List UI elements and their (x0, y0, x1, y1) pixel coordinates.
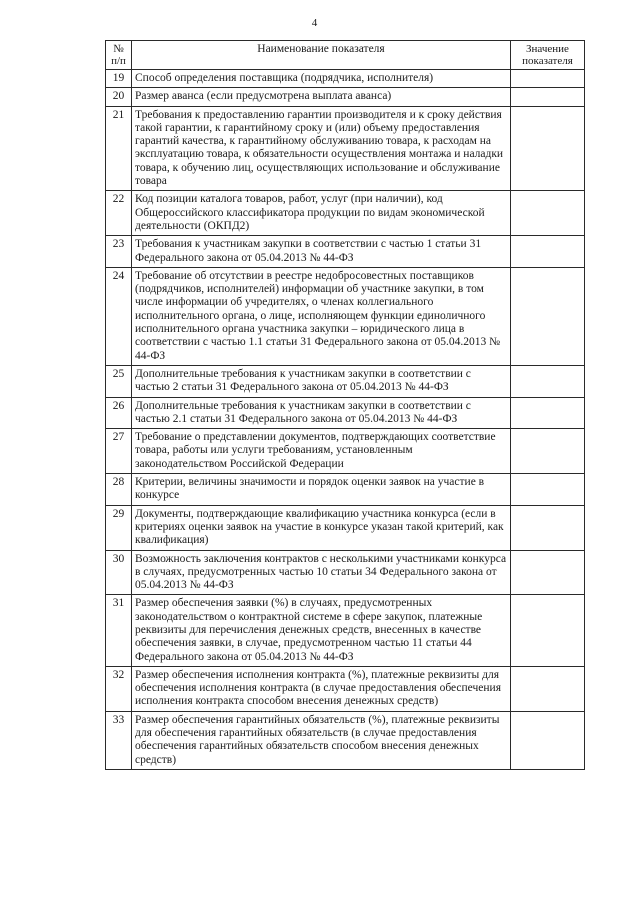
row-number: 32 (106, 666, 132, 711)
table-row (106, 474, 585, 506)
row-number: 24 (106, 267, 132, 365)
table-row (106, 236, 585, 268)
row-number: 31 (106, 595, 132, 666)
row-number: 33 (106, 711, 132, 769)
row-indicator-value (511, 666, 585, 711)
row-indicator-name: Документы, подтверждающие квалификацию участника конкурса (если в критериях оценки заявок на участие в конкурсе указан такой критерий, как квалификация) (132, 505, 511, 550)
table-row (106, 711, 585, 769)
row-indicator-name: Размер обеспечения исполнения контракта (%), платежные реквизиты для обеспечения исполнения контракта (в случае предоставления обеспечения исполнения контракта способом внесения денежных средств) (132, 666, 511, 711)
row-indicator-value (511, 595, 585, 666)
row-indicator-name: Дополнительные требования к участникам закупки в соответствии с частью 2.1 статьи 31 Федерального закона от 05.04.2013 № 44-ФЗ (132, 397, 511, 429)
row-indicator-value (511, 429, 585, 474)
row-number: 21 (106, 106, 132, 191)
row-indicator-name: Размер обеспечения гарантийных обязательств (%), платежные реквизиты для обеспечения гарантийных обязательств (в случае предоставления обеспечения гарантийных обязательств способом внесения денежных средств) (132, 711, 511, 769)
table-row (106, 550, 585, 595)
row-indicator-name: Размер аванса (если предусмотрена выплата аванса) (132, 88, 511, 106)
row-indicator-value (511, 106, 585, 191)
table-row (106, 267, 585, 365)
row-indicator-name: Требование о представлении документов, подтверждающих соответствие товара, работы или услуги требованиям, установленным законодательством Российской Федерации (132, 429, 511, 474)
row-number: 25 (106, 365, 132, 397)
row-indicator-value (511, 365, 585, 397)
row-indicator-name: Способ определения поставщика (подрядчика, исполнителя) (132, 70, 511, 88)
table-row (106, 505, 585, 550)
page-number: 4 (311, 17, 318, 29)
row-number: 30 (106, 550, 132, 595)
row-number: 19 (106, 70, 132, 88)
row-indicator-name: Требование об отсутствии в реестре недобросовестных поставщиков (подрядчиков, исполнителей) информации об участнике закупки, в том числе информации об учредителях, о членах коллегиального исполнительного органа, о лице, исполняющем функции единоличного исполнительного органа участника закупки – юридического лица в соответствии с частью 1.1 статьи 31 Федерального закона от 05.04.2013 № 44-ФЗ (132, 267, 511, 365)
table-body (106, 70, 585, 770)
row-indicator-value (511, 267, 585, 365)
row-indicator-value (511, 550, 585, 595)
header-indicator-name: Наименование показателя (132, 41, 511, 70)
table-header-row (106, 41, 585, 70)
row-indicator-name: Код позиции каталога товаров, работ, услуг (при наличии), код Общероссийского классификатора продукции по видам экономической деятельности (ОКПД2) (132, 191, 511, 236)
row-indicator-name: Размер обеспечения заявки (%) в случаях, предусмотренных законодательством о контрактной системе в сфере закупок, платежные реквизиты для перечисления денежных средств, внесенных в качестве обеспечения заявки, в случае, предусмотренном частью 11 статьи 44 Федерального закона от 05.04.2013 № 44-ФЗ (132, 595, 511, 666)
table-row (106, 88, 585, 106)
row-indicator-name: Критерии, величины значимости и порядок оценки заявок на участие в конкурсе (132, 474, 511, 506)
row-number: 23 (106, 236, 132, 268)
row-indicator-name: Требования к предоставлению гарантии производителя и к сроку действия такой гарантии, к гарантийному сроку и (или) объему предоставления гарантий качества, к гарантийному обслуживанию товара, к расходам на эксплуатацию товара, к обязательности осуществления монтажа и наладки товара, к обучению лиц, осуществляющих использование и обслуживание товара (132, 106, 511, 191)
row-number: 28 (106, 474, 132, 506)
table-row (106, 397, 585, 429)
row-indicator-name: Требования к участникам закупки в соответствии с частью 1 статьи 31 Федерального закона от 05.04.2013 № 44-ФЗ (132, 236, 511, 268)
table-row (106, 365, 585, 397)
table-row (106, 70, 585, 88)
table-row (106, 595, 585, 666)
row-indicator-value (511, 505, 585, 550)
row-number: 29 (106, 505, 132, 550)
row-indicator-value (511, 474, 585, 506)
row-indicator-value (511, 70, 585, 88)
row-number: 27 (106, 429, 132, 474)
table-row (106, 666, 585, 711)
header-number: № п/п (106, 41, 132, 70)
row-indicator-name: Дополнительные требования к участникам закупки в соответствии с частью 2 статьи 31 Федерального закона от 05.04.2013 № 44-ФЗ (132, 365, 511, 397)
table-row (106, 106, 585, 191)
row-indicator-value (511, 191, 585, 236)
table-row (106, 429, 585, 474)
table-row (106, 191, 585, 236)
indicators-table (105, 40, 585, 770)
row-indicator-value (511, 711, 585, 769)
row-number: 20 (106, 88, 132, 106)
row-number: 22 (106, 191, 132, 236)
row-indicator-value (511, 88, 585, 106)
row-indicator-value (511, 397, 585, 429)
row-indicator-name: Возможность заключения контрактов с несколькими участниками конкурса в случаях, предусмотренных частью 10 статьи 34 Федерального закона от 05.04.2013 № 44-ФЗ (132, 550, 511, 595)
row-number: 26 (106, 397, 132, 429)
header-indicator-value: Значение показателя (511, 41, 585, 70)
row-indicator-value (511, 236, 585, 268)
